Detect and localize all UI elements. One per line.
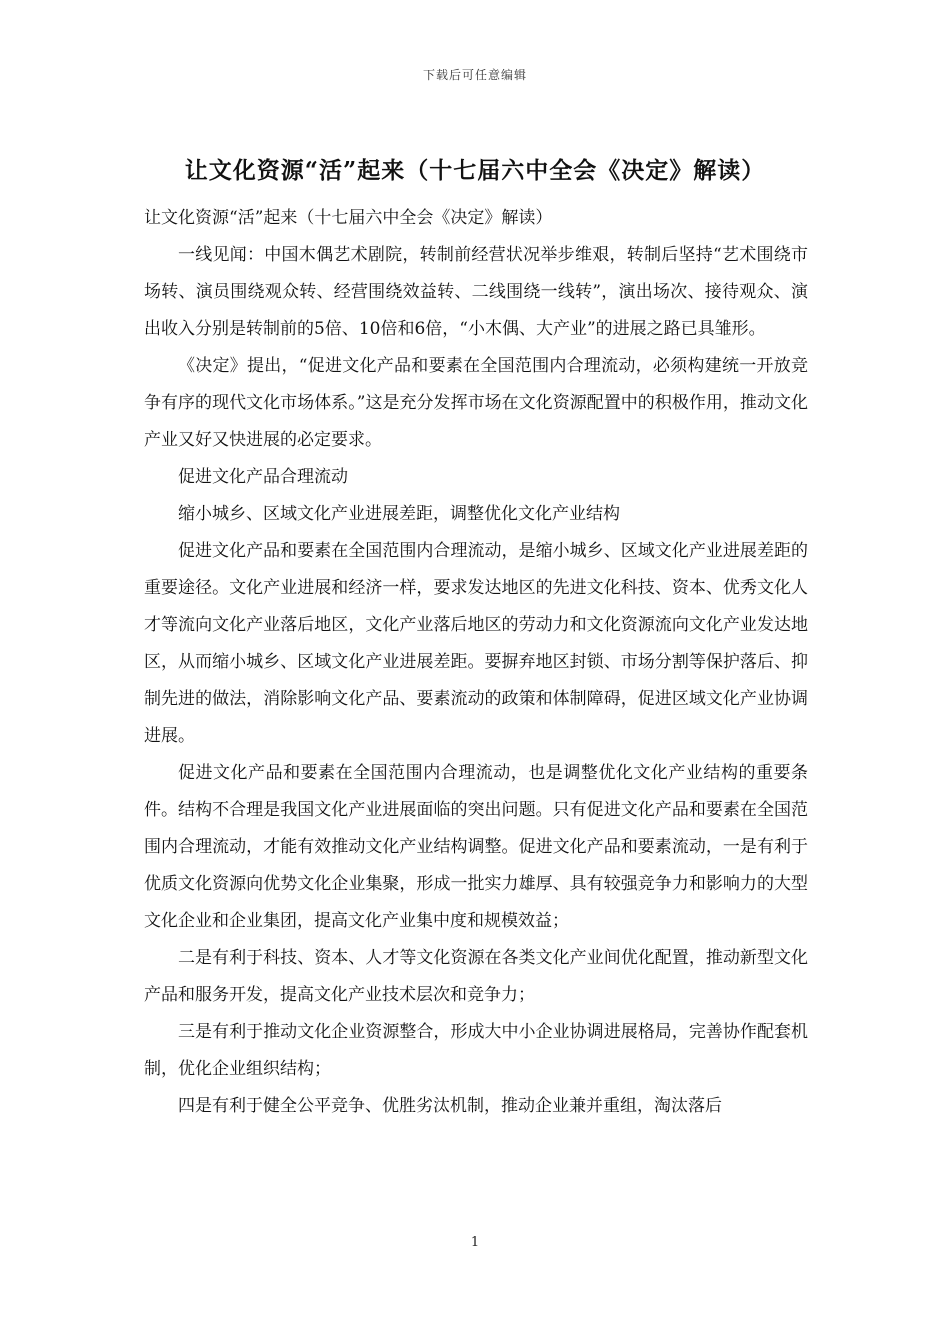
page-number: 1 <box>470 1235 480 1250</box>
paragraph-6: 促进文化产品和要素在全国范围内合理流动，也是调整优化文化产业结构的重要条件。结构不合理是我国文化产业进展面临的突出问题。只有促进文化产品和要素在全国范围内合理流动，才能有效推动文化产业结构调整。促进文化产品和要素流动，一是有利于优质文化资源向优势文化企业集聚，形成一批实力雄厚、具有较强竞争力和影响力的大型文化企业和企业集团，提高文化产业集中度和规模效益； <box>144 763 808 931</box>
section-heading-1: 促进文化产品合理流动 <box>178 467 348 487</box>
paragraph-9: 四是有利于健全公平竞争、优胜劣汰机制，推动企业兼并重组，淘汰落后 <box>178 1096 722 1116</box>
paragraph-2: 《决定》提出，“促进文化产品和要素在全国范围内合理流动，必须构建统一开放竞争有序的现代文化市场体系。”这是充分发挥市场在文化资源配置中的积极作用，推动文化产业又好又快进展的必定要求。 <box>144 356 808 450</box>
document-title: 让文化资源“活”起来（十七届六中全会《决定》解读） <box>184 157 766 184</box>
header-note: 下载后可任意编辑 <box>422 68 527 82</box>
paragraph-8: 三是有利于推动文化企业资源整合，形成大中小企业协调进展格局，完善协作配套机制，优化企业组织结构； <box>144 1022 808 1079</box>
paragraph-1: 一线见闻：中国木偶艺术剧院，转制前经营状况举步维艰，转制后坚持“艺术围绕市场转、演员围绕观众转、经营围绕效益转、二线围绕一线转”，演出场次、接待观众、演出收入分别是转制前的5倍、10倍和6倍，“小木偶、大产业”的进展之路已具雏形。 <box>144 245 808 339</box>
paragraph-7: 二是有利于科技、资本、人才等文化资源在各类文化产业间优化配置，推动新型文化产品和服务开发，提高文化产业技术层次和竞争力； <box>144 948 808 1005</box>
paragraph-0: 让文化资源“活”起来（十七届六中全会《决定》解读） <box>144 208 553 228</box>
document-body <box>144 200 808 1125</box>
paragraph-5: 促进文化产品和要素在全国范围内合理流动，是缩小城乡、区域文化产业进展差距的重要途径。文化产业进展和经济一样，要求发达地区的先进文化科技、资本、优秀文化人才等流向文化产业落后地区，文化产业落后地区的劳动力和文化资源流向文化产业发达地区，从而缩小城乡、区域文化产业进展差距。要摒弃地区封锁、市场分割等保护落后、抑制先进的做法，消除影响文化产品、要素流动的政策和体制障碍，促进区域文化产业协调进展。 <box>144 541 808 746</box>
section-heading-2: 缩小城乡、区域文化产业进展差距，调整优化文化产业结构 <box>178 504 620 524</box>
